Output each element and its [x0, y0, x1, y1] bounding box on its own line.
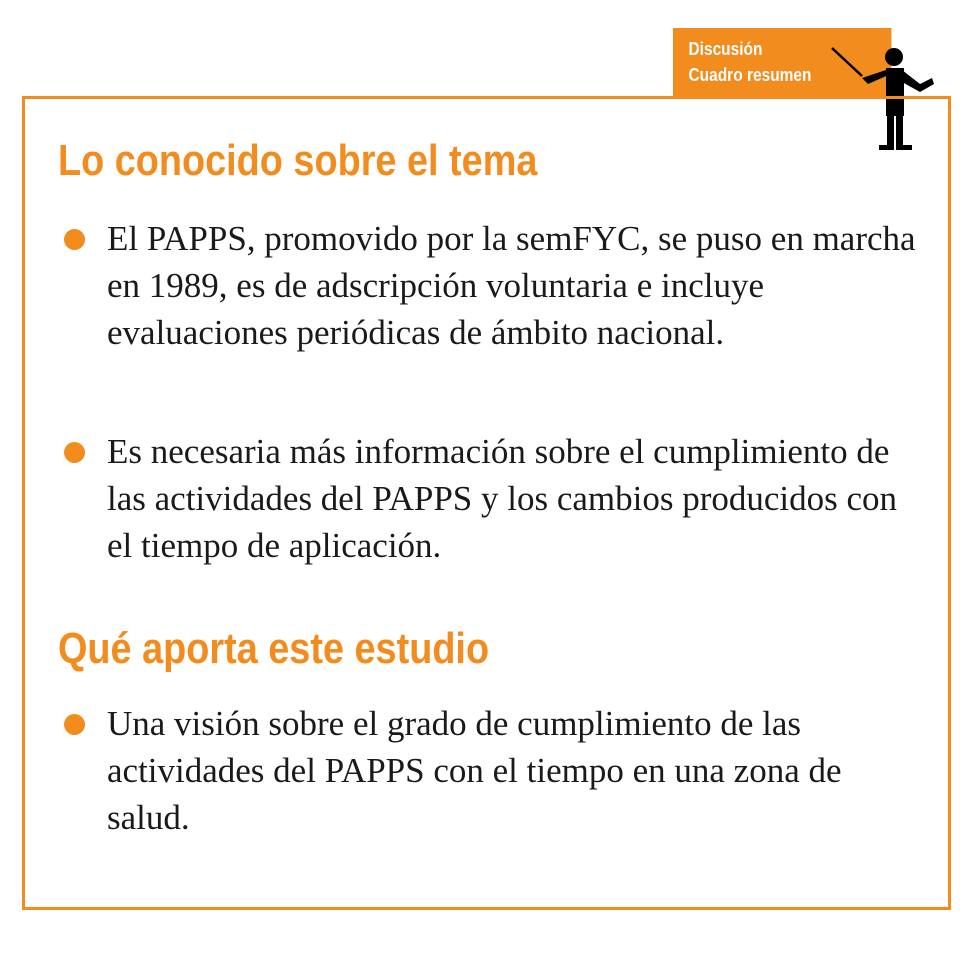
list-item-text: Es necesaria más información sobre el cumplimiento de las actividades del PAPPS y los cambios producidos con el tiempo de aplicación.	[107, 432, 898, 565]
tag-discusion: Discusión	[688, 39, 763, 59]
section-heading-known: Lo conocido sobre el tema	[58, 136, 538, 185]
list-item	[60, 428, 920, 569]
list-item	[60, 700, 920, 841]
list-item-text: Una visión sobre el grado de cumplimiento de las actividades del PAPPS con el tiempo en una zona de salud.	[107, 704, 842, 837]
list-item	[60, 215, 920, 356]
bullet-dot-icon	[64, 229, 85, 250]
list-item-text: El PAPPS, promovido por la semFYC, se puso en marcha en 1989, es de adscripción voluntaria e incluye evaluaciones periódicas de ámbito nacional.	[107, 219, 916, 352]
bullet-dot-icon	[64, 714, 85, 735]
section-heading-contribution: Qué aporta este estudio	[58, 624, 490, 673]
bullet-dot-icon	[64, 442, 85, 463]
tag-cuadro-resumen: Cuadro resumen	[688, 65, 812, 85]
